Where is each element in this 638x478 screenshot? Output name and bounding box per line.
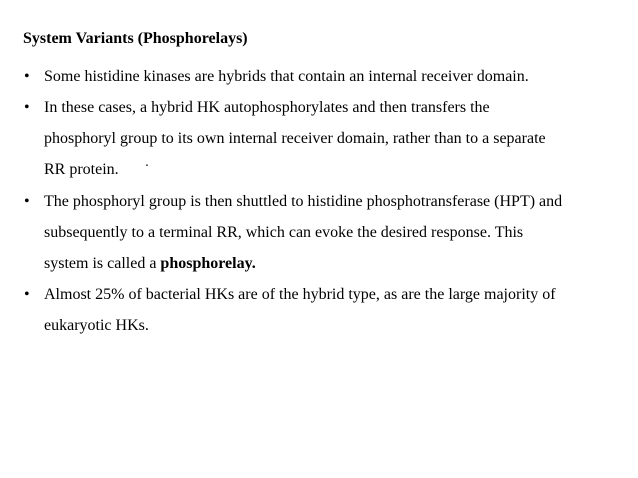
bullet-4-line-2: eukaryotic HKs. xyxy=(44,317,149,334)
stray-mark: · xyxy=(144,159,150,174)
bullet-dot-icon: • xyxy=(24,99,30,116)
bullet-item-1 xyxy=(23,61,623,92)
bullet-2-line-2: phosphoryl group to its own internal receiver domain, rather than to a separate xyxy=(44,130,546,147)
bullet-list xyxy=(23,61,623,341)
bullet-3-line-1: The phosphoryl group is then shuttled to histidine phosphotransferase (HPT) and xyxy=(44,193,563,210)
bullet-dot-icon: • xyxy=(24,286,30,303)
bullet-3-line-3-prefix: system is called a xyxy=(44,255,161,272)
bullet-4-line-1: Almost 25% of bacterial HKs are of the hybrid type, as are the large majority of xyxy=(44,286,556,303)
bullet-3-line-2: subsequently to a terminal RR, which can evoke the desired response. This xyxy=(44,224,524,241)
bullet-item-4 xyxy=(23,279,623,341)
bullet-3-line-3 xyxy=(44,248,623,279)
bullet-1-line-1: Some histidine kinases are hybrids that contain an internal receiver domain. xyxy=(44,68,529,85)
phosphorelay-term: phosphorelay. xyxy=(160,255,256,272)
bullet-2-line-3-text: RR protein. xyxy=(44,161,119,178)
bullet-dot-icon: • xyxy=(24,68,30,85)
bullet-dot-icon: • xyxy=(24,193,30,210)
bullet-item-2 xyxy=(23,92,623,186)
bullet-item-3 xyxy=(23,186,623,279)
bullet-2-line-1: In these cases, a hybrid HK autophosphorylates and then transfers the xyxy=(44,99,490,116)
slide-heading: System Variants (Phosphorelays) xyxy=(23,30,248,47)
bullet-2-line-3 xyxy=(44,154,623,186)
